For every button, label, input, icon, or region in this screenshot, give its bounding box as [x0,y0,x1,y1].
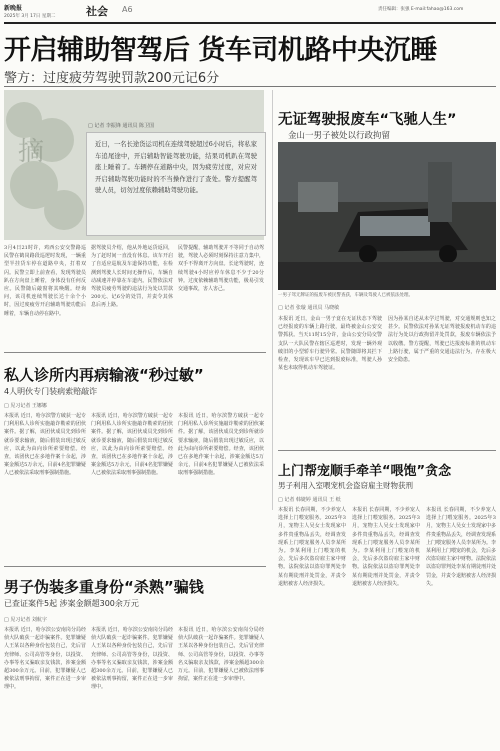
lead-byline: □ 记者 李振锋 通讯员 陈卫国 [88,123,155,129]
pet-body-col3: 本报讯 长春同期，不少养宠人选择上门喂宠服务。2025年3月，宠物主人吴女士发现家中多件贵重物品丢失，经调查发现系上门喂宠服务人员李某所为。李某利用上门喂宠的机会，先后多次盗窃雇主家中财物。法院依法以盗窃罪判处李某有期徒刑并处罚金，并责令退赔被害人经济损失。 [426,507,496,587]
clinic-body-col2: 本报讯 近日，哈尔滨警方破获一起专门利用私人诊所实施敲诈勒索的团伙案件。据了解，该团伙成员先到诊所就诊要求输液，随后假装出现过敏反应，以此为由向诊所索要赔偿。经查，该团伙已在多地作案十余起，涉案金额达5万余元，目前4名犯罪嫌疑人已被依法采取刑事强制措施。 [91,413,173,477]
lead-intro-box [86,132,266,236]
fraud-headline: 男子伪装多重身份“杀熟”骗钱 [4,578,204,596]
feature-subhead: 金山一男子被处以行政拘留 [288,131,391,141]
feature-body-b: 因为孙某自述从未学过驾驶，对交通规则也知之甚少。民警依法对孙某无证驾驶报废机动车的违法行为处以行政拘留并处罚款，报废车辆依法予以收缴。警方提醒，驾驶已达报废标准的机动车上路行驶，属于严重的交通违法行为，存在极大安全隐患。 [388,316,496,364]
feature-byline: □ 记者 张璇 通讯员 马晓敏 [278,305,340,311]
clinic-byline: □ 见习记者 王娜娜 [4,403,47,409]
clinic-body-col1: 本报讯 近日，哈尔滨警方破获一起专门利用私人诊所实施敲诈勒索的团伙案件。据了解，该团伙成员先到诊所就诊要求输液，随后假装出现过敏反应，以此为由向诊所索要赔偿。经查，该团伙已在多地作案十余起，涉案金额达5万余元，目前4名犯罪嫌疑人已被依法采取刑事强制措施。 [4,413,86,477]
story-rule-3 [278,450,496,451]
fraud-body-col1: 本报讯 近日，哈尔滨公安南岗分局经侦大队破获一起诈骗案件。犯罪嫌疑人王某以各种身份包装自己，先后冒充律师、公司高管等身份，以投资、办事等名义骗取亲友钱款，涉案金额超300余万元。目前，犯罪嫌疑人已被依法刑事拘留，案件正在进一步审理中。 [4,627,86,691]
lead-body-col1: 3月4日21时许，鸡西公安交警路巡民警在鹤岗路段巡逻时发现，一辆重型半挂货车停在道路中央，打着双闪。民警立即上前查看，发现驾驶员趴在方向盘上睡着，身体没有任何反应。民警随后敲窗将其唤醒。经询问，该司机连续驾驶长达十余个小时，因过度疲劳开启辅助驾驶功能后睡着，车辆自动停在路中。 [4,245,86,317]
pet-headline: 上门帮宠顺手牵羊“喂饱”贪念 [278,464,452,479]
column-divider [272,90,273,510]
pet-body-col1: 本报讯 长春同期，不少养宠人选择上门喂宠服务。2025年3月，宠物主人吴女士发现家中多件贵重物品丢失，经调查发现系上门喂宠服务人员李某所为。李某利用上门喂宠的机会，先后多次盗窃雇主家中财物。法院依法以盗窃罪判处李某有期徒刑并处罚金，并责令退赔被害人经济损失。 [278,507,346,587]
editor-line: 责任编辑：张强 E-mail:fahao@163.com [378,7,464,12]
headline-rule [4,86,496,87]
clinic-subhead: 4人明伙专门装病索赔敲诈 [4,387,98,396]
story-rule-1 [4,352,266,353]
pet-body-col2: 本报讯 长春同期，不少养宠人选择上门喂宠服务。2025年3月，宠物主人吴女士发现家中多件贵重物品丢失，经调查发现系上门喂宠服务人员李某所为。李某利用上门喂宠的机会，先后多次盗窃雇主家中财物。法院依法以盗窃罪判处李某有期徒刑并处罚金，并责令退赔被害人经济损失。 [352,507,420,587]
fraud-subhead: 已查证案件5起 涉案金额超300余万元 [4,599,139,608]
section-name: 社会 [86,5,108,18]
clinic-body-col3: 本报讯 近日，哈尔滨警方破获一起专门利用私人诊所实施敲诈勒索的团伙案件。据了解，该团伙成员先到诊所就诊要求输液，随后假装出现过敏反应，以此为由向诊所索要赔偿。经查，该团伙已在多地作案十余起，涉案金额达5万余元，目前4名犯罪嫌疑人已被依法采取刑事强制措施。 [178,413,264,477]
fraud-body-col3: 本报讯 近日，哈尔滨公安南岗分局经侦大队破获一起诈骗案件。犯罪嫌疑人王某以各种身份包装自己，先后冒充律师、公司高管等身份，以投资、办事等名义骗取亲友钱款，涉案金额超300余万元。目前，犯罪嫌疑人已被依法刑事拘留，案件正在进一步审理中。 [178,627,264,683]
pet-subhead: 男子利用入室喂宠机会盗窃雇主财物获刑 [278,481,413,490]
fraud-body-col2: 本报讯 近日，哈尔滨公安南岗分局经侦大队破获一起诈骗案件。犯罪嫌疑人王某以各种身份包装自己，先后冒充律师、公司高管等身份，以投资、办事等名义骗取亲友钱款，涉案金额超300余万元。目前，犯罪嫌疑人已被依法刑事拘留，案件正在进一步审理中。 [91,627,173,691]
lead-subhead: 警方：过度疲劳驾驶罚款200元记6分 [4,71,220,86]
page-number: A6 [122,5,133,14]
masthead-rule [4,22,496,24]
lead-intro: 近日，一名长途货运司机在连续驾驶超过6小时后，将私家车追尾途中，开启辅助智能驾驶功能，结果司机趴在驾驶座上睡着了。车辆停在道路中央，因为疲劳过度，对应对开启辅助驾驶功能时的不当操作进行了查处。警方提醒驾驶人员，切勿过度依赖辅助驾驶功能。 [95,141,257,194]
feature-photo [278,142,496,290]
feature-photo-caption: 一男子驾无牌证的报废车被民警查获，车辆及驾驶人已被依法处理。 [278,293,413,298]
feature-headline: 无证驾驶报废车“飞驰人生” [278,112,457,128]
lead-body-col3: 民警提醒，辅助驾驶并不等同于自动驾驶，驾驶人必须时刻保持注意力集中，双手不得离开方向盘。长途驾驶时，连续驾驶4小时应停车休息不少于20分钟。过度依赖辅助驾驶功能，极易引发交通事故，害人害己。 [178,245,264,293]
clinic-headline: 私人诊所内再病输液“秒过敏” [4,366,204,384]
feature-body-a: 本报讯 近日，金山一男子竟在无证状态下驾驶已经报废的车辆上路行驶，最终被金山公安交警抓获。当天11时15分许，金山公安分局交警支队一大队民警在辖区巡逻时，发现一辆外观破旧的小型轿车行驶异常。民警随即将其拦下检查，发现该车早已达到报废标准，驾驶人孙某也未取得机动车驾驶证。 [278,316,382,372]
lead-body-col2: 据驾驶员介绍，他从外地运货返回，为了赶时间一直没有休息。该车开启了自适应巡航及车道保持功能，在检测到驾驶人长时间无操作后，车辆自动减速并停靠在车道内。民警依法对驾驶员疲劳驾驶的违法行为处以罚款200元、记6分的处罚，并责令其休息后再上路。 [91,245,173,309]
svg-text:摘: 摘 [18,137,45,167]
fraud-byline: □ 见习记者 刘航宇 [4,617,47,623]
date-line: 2025年 3月 17日 星期二 [4,14,56,19]
paper-name: 新晚报 [4,5,23,12]
pet-byline: □ 记者 韩婕婷 通讯员 王 纸 [278,497,341,503]
story-rule-2 [4,566,266,567]
lead-headline: 开启辅助智驾后 货车司机路中央沉睡 [4,35,437,66]
